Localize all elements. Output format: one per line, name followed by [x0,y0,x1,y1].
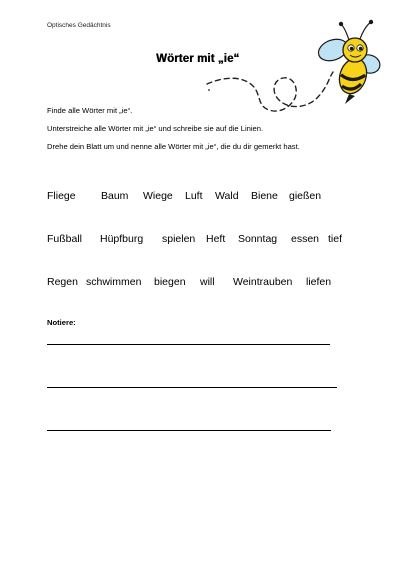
bee-head [343,38,367,62]
word: tief [328,233,343,245]
header-note: Optisches Gedächtnis [47,22,111,29]
worksheet-title: Wörter mit „ie“ [156,53,240,65]
word: gießen [289,190,322,202]
writing-line-1[interactable] [47,344,330,345]
word: Fliege [47,190,76,202]
word: Regen [47,276,78,288]
word: Fußball [47,233,83,245]
word: Baum [101,190,129,202]
writing-line-2[interactable] [47,387,337,388]
word: Luft [185,190,203,202]
writing-line-3[interactable] [47,430,331,431]
flight-path [207,72,333,111]
word: schwimmen [86,276,142,288]
word-row-2 [0,233,400,249]
word: Weintrauben [233,276,293,288]
instruction-find: Finde alle Wörter mit „ie“. [47,106,133,115]
instruction-recall: Drehe dein Blatt um und nenne alle Wörter mit „ie“, die du dir gemerkt hast. [47,142,300,151]
word: Hüpfburg [100,233,144,245]
bee-illustration-icon [195,14,385,124]
instruction-underline: Unterstreiche alle Wörter mit „ie“ und schreibe sie auf die Linien. [47,124,264,133]
word: Biene [251,190,278,202]
word: Sonntag [238,233,278,245]
word: will [200,276,215,288]
notes-label: Notiere: [47,318,76,327]
word-row-3 [0,276,400,292]
word: Wiege [143,190,173,202]
word: Heft [206,233,226,245]
word: spielen [162,233,196,245]
word: Wald [215,190,239,202]
word-row-1 [0,190,400,206]
word: biegen [154,276,186,288]
word: essen [291,233,320,245]
word: liefen [306,276,332,288]
